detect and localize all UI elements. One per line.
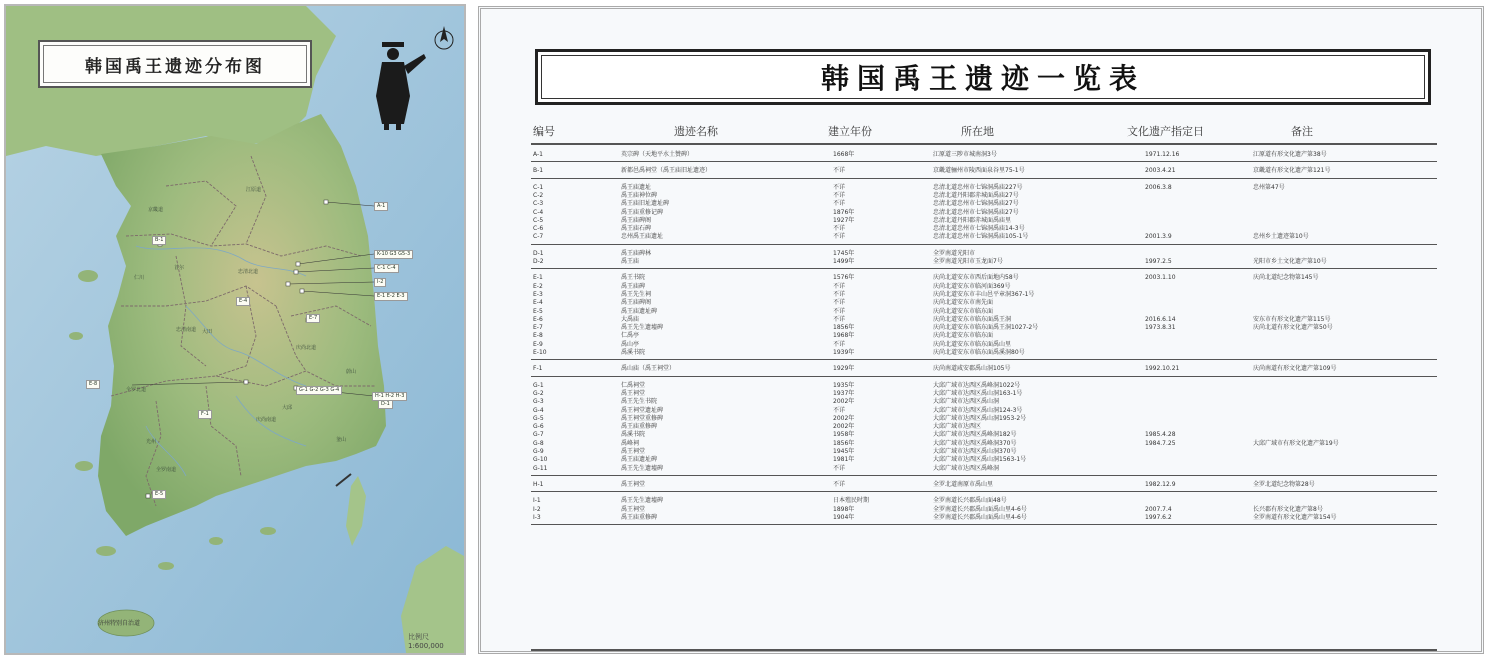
table-cell: 全罗南道光阳市 — [933, 249, 976, 257]
table-cell: 庆尚北道安东市临东面禹王洞 — [933, 315, 1012, 323]
map-title: 韩国禹王遗迹分布图 — [43, 45, 307, 83]
table-cell: 庆尚北道纪念物第145号 — [1253, 274, 1319, 282]
table-cell: C-7 — [533, 233, 544, 241]
table-cell: 忠州第47号 — [1253, 183, 1285, 191]
table-cell: 2002年 — [833, 423, 855, 431]
map-region-label: 庆尚北道 — [296, 345, 317, 351]
table-cell: I-2 — [533, 505, 541, 513]
korea-map — [6, 6, 464, 653]
table-cell: 1981年 — [833, 456, 855, 464]
map-region-label: 釜山 — [336, 437, 347, 443]
table-cell: 忠州乡土遗迹第10号 — [1253, 233, 1309, 241]
table-cell: 京畿道骊州市陵西面泉谷里75-1号 — [933, 167, 1025, 175]
map-region-label: 忠清南道 — [176, 327, 197, 333]
table-cell: 仁禹亭 — [621, 332, 640, 340]
table-cell: 不详 — [833, 307, 846, 315]
table-cell: E-6 — [533, 315, 543, 323]
table-cell: 京畿道有形文化遗产第121号 — [1253, 167, 1331, 175]
table-cell: 2016.6.14 — [1145, 315, 1176, 323]
table-cell: B-1 — [533, 167, 544, 175]
table-cell: 1935年 — [833, 381, 855, 389]
table-cell: 禹王先生遗墟碑 — [621, 324, 664, 332]
table-cell: 大邱广域市达西区禹山洞124-3号 — [933, 406, 1023, 414]
group-divider — [531, 376, 1437, 377]
header-rule — [531, 143, 1437, 145]
table-cell: 禹王庙旧址遗址碑 — [621, 200, 670, 208]
table-cell: 1856年 — [833, 439, 855, 447]
column-header-remarks: 备注 — [1291, 125, 1313, 138]
map-site-label: K-10 G3 G5-3 — [374, 250, 413, 259]
table-cell: 安东市有形文化遗产第115号 — [1253, 315, 1331, 323]
table-cell: 忠清北道忠州市七锦洞禹庙105-1号 — [933, 233, 1029, 241]
table-cell: E-4 — [533, 299, 543, 307]
table-cell: 庆尚北道安东市临东面 — [933, 332, 994, 340]
table-cell: 禹王庙碑阁 — [621, 299, 652, 307]
table-cell: 忠清北道忠州市七锦洞禹庙27号 — [933, 200, 1019, 208]
table-cell: C-6 — [533, 225, 544, 233]
group-divider — [531, 359, 1437, 360]
table-cell: 1939年 — [833, 349, 855, 356]
table-cell: 禹王先生遗墟碑 — [621, 464, 664, 472]
table-cell: 禹溪书院 — [621, 431, 646, 439]
table-cell: 禹王书院 — [621, 274, 646, 282]
table-cell: G-10 — [533, 456, 548, 464]
table-cell: 禹山亭 — [621, 340, 640, 348]
table-cell: C-4 — [533, 208, 544, 216]
table-cell: 全罗南道长兴郡禹山面禹山里4-6号 — [933, 513, 1027, 521]
table-cell: 禹王祠堂 — [621, 448, 646, 455]
table-cell: 英宗碑（天地平水土赞碑） — [621, 151, 694, 158]
table-cell: 庆尚北道安东市临河面369号 — [933, 282, 1011, 290]
island — [75, 461, 93, 471]
table-cell: 2002年 — [833, 398, 855, 406]
table-cell: E-1 — [533, 274, 543, 282]
table-cell: F-1 — [533, 365, 543, 373]
map-region-label: 首尔 — [174, 265, 185, 271]
table-cell: H-1 — [533, 480, 544, 488]
table-cell: 庆尚南道咸安郡禹山洞105号 — [933, 365, 1011, 373]
column-header-designation-date: 文化遗产指定日 — [1127, 125, 1204, 138]
map-site-label: D-1 — [378, 400, 393, 409]
map-region-label: 全罗北道 — [126, 387, 147, 393]
table-cell: C-3 — [533, 200, 544, 208]
island — [96, 546, 116, 556]
table-cell: 大邱广域市达西区禹山洞 — [933, 398, 1000, 406]
table-cell: 禹王庙重修记碑 — [621, 208, 664, 216]
jeju-label: 济州特别自治道 — [98, 620, 141, 627]
table-cell: 1958年 — [833, 431, 855, 439]
column-header-location: 所在地 — [961, 125, 994, 138]
table-cell: 新都邑禹祠堂（禹王庙旧址遗迹） — [621, 167, 712, 175]
map-site-label: E-4 — [236, 297, 250, 306]
map-region-label: 全罗南道 — [156, 467, 177, 473]
island — [78, 270, 98, 282]
table-cell: 大邱广域市达西区禹山洞163-1号 — [933, 389, 1023, 397]
table-cell: 禹王庙碑阁 — [621, 216, 652, 224]
map-region-label: 大田 — [202, 329, 213, 335]
map-title-box — [38, 40, 312, 88]
table-cell: E-9 — [533, 340, 543, 348]
table-cell: G-5 — [533, 414, 544, 422]
footer-rule — [531, 649, 1437, 651]
table-cell: 大邱广域市达西区禹峰洞182号 — [933, 431, 1017, 439]
island — [69, 332, 83, 340]
table-cell: 大邱广域市达西区禹峰洞1022号 — [933, 381, 1021, 389]
table-cell: 禹王先生书院 — [621, 398, 658, 406]
table-cell: G-1 — [533, 381, 544, 389]
map-site-label: G-1 G-2 G-3 G-4 — [296, 386, 342, 395]
group-divider — [531, 524, 1437, 525]
table-cell: 禹王祠堂 — [621, 389, 646, 397]
group-divider — [531, 268, 1437, 269]
table-cell: 1668年 — [833, 151, 855, 158]
table-cell: 1985.4.28 — [1145, 431, 1176, 439]
table-cell: 江原道有形文化遗产第38号 — [1253, 151, 1327, 158]
table-cell: 不详 — [833, 200, 846, 208]
group-divider — [531, 161, 1437, 162]
map-site-label: B-1 — [152, 236, 166, 245]
table-cell: 禹王庙 — [621, 258, 640, 265]
map-site-label: E-5 — [152, 490, 166, 499]
table-cell: 禹王祠堂 — [621, 505, 646, 513]
table-cell: 全罗北道纪念物第28号 — [1253, 480, 1315, 488]
table-cell: E-2 — [533, 282, 543, 290]
table-cell: I-3 — [533, 513, 541, 521]
table-cell: 1968年 — [833, 332, 855, 340]
table-cell: 禹溪书院 — [621, 349, 646, 356]
table-cell: 庆尚北道安东市临东面 — [933, 307, 994, 315]
table-cell: D-2 — [533, 258, 544, 265]
table-cell: 全罗南道长兴郡禹山面禹山里4-6号 — [933, 505, 1027, 513]
table-cell: A-1 — [533, 151, 543, 158]
map-region-label: 仁川 — [134, 275, 145, 281]
table-cell: 全罗南道长兴郡禹山面48号 — [933, 497, 1007, 505]
map-region-label: 庆尚南道 — [256, 417, 277, 423]
table-cell: 1499年 — [833, 258, 855, 265]
table-cell: 忠清北道忠州市七锦洞禹庙27号 — [933, 208, 1019, 216]
map-region-label: 蔚山 — [346, 369, 357, 375]
table-cell: 庆尚北道安东市南先面 — [933, 299, 994, 307]
table-cell: 大邱广域市达西区 — [933, 423, 982, 431]
table-cell: E-8 — [533, 332, 543, 340]
map-region-label: 光州 — [146, 439, 157, 445]
table-cell: 江原道三陟市城南洞3号 — [933, 151, 997, 158]
table-cell: 禹王庙神位碑 — [621, 191, 658, 199]
map-region-label: 京畿道 — [148, 207, 164, 213]
table-cell: 庆尚北道安东市临东面禹山里 — [933, 340, 1012, 348]
table-cell: 禹王祠堂 — [621, 480, 646, 488]
table-cell: 2003.4.21 — [1145, 167, 1176, 175]
table-cell: 禹王先生遗墟碑 — [621, 497, 664, 505]
map-region-label: 江原道 — [246, 187, 262, 193]
table-cell: 忠清北道忠州市七锦洞禹庙227号 — [933, 183, 1023, 191]
map-site-label: H-1 H-2 H-3 — [372, 392, 407, 401]
table-cell: 1992.10.21 — [1145, 365, 1180, 373]
table-cell: G-9 — [533, 448, 544, 455]
table-cell: 光阳市乡土文化遗产第10号 — [1253, 258, 1327, 265]
table-cell: 禹王庙碑 — [621, 282, 646, 290]
table-cell: 1904年 — [833, 513, 855, 521]
table-cell: 1945年 — [833, 448, 855, 455]
table-cell: 不详 — [833, 233, 846, 241]
table-cell: 2001.3.9 — [1145, 233, 1172, 241]
table-cell: 不详 — [833, 191, 846, 199]
map-site-label: C-1 C-4 — [374, 264, 399, 273]
table-cell: 不详 — [833, 315, 846, 323]
table-cell: 1982.12.9 — [1145, 480, 1176, 488]
map-site-label: E-8 — [86, 380, 100, 389]
table-cell: C-5 — [533, 216, 544, 224]
scale-label: 比例尺 1:600,000 — [408, 633, 444, 650]
table-cell: 大邱广域市有形文化遗产第19号 — [1253, 439, 1339, 447]
group-divider — [531, 475, 1437, 476]
table-cell: 2003.1.10 — [1145, 274, 1176, 282]
table-cell: 不详 — [833, 183, 846, 191]
column-header-name: 遗迹名称 — [674, 125, 718, 138]
column-header-id: 编号 — [533, 125, 555, 138]
table-cell: 全罗北道南原市禹山里 — [933, 480, 994, 488]
table-cell: E-10 — [533, 349, 547, 356]
table-cell: E-7 — [533, 324, 543, 332]
map-site-label: I-2 — [374, 278, 386, 287]
table-cell: 禹王庙遗址 — [621, 183, 652, 191]
table-cell: 仁禹祠堂 — [621, 381, 646, 389]
map-region-label: 大邱 — [282, 405, 293, 411]
table-cell: 1927年 — [833, 216, 855, 224]
table-cell: 庆尚南道有形文化遗产第109号 — [1253, 365, 1337, 373]
table-cell: D-1 — [533, 249, 544, 257]
table-cell: 大禹庙 — [621, 315, 640, 323]
table-cell: 不详 — [833, 290, 846, 298]
table-cell: 大邱广域市达西区禹峰洞370号 — [933, 439, 1017, 447]
table-cell: 日本殖民时期 — [833, 497, 870, 505]
group-divider — [531, 178, 1437, 179]
island — [158, 562, 174, 570]
table-cell: 禹王庙遗址碑 — [621, 456, 658, 464]
table-cell: 忠清北道丹阳郡赤城面禹庙27号 — [933, 191, 1019, 199]
table-cell: 忠州禹王庙遗址 — [621, 233, 664, 241]
map-site-label: E-7 — [306, 314, 320, 323]
table-cell: 禹王庙碑林 — [621, 249, 652, 257]
table-cell: 庆尚北道安东市西后面地内58号 — [933, 274, 1019, 282]
table-cell: G-4 — [533, 406, 544, 414]
table-cell: 1937年 — [833, 389, 855, 397]
table-cell: 1576年 — [833, 274, 855, 282]
table-cell: E-3 — [533, 290, 543, 298]
table-cell: G-8 — [533, 439, 544, 447]
table-cell: 1973.8.31 — [1145, 324, 1176, 332]
table-cell: 不详 — [833, 167, 846, 175]
table-cell: 长兴郡有形文化遗产第8号 — [1253, 505, 1323, 513]
map-site-label: E-1 E-2 E-3 — [374, 292, 408, 301]
group-divider — [531, 244, 1437, 245]
column-header-year: 建立年份 — [828, 125, 872, 138]
table-cell: 大邱广域市达西区禹山洞1953-2号 — [933, 414, 1027, 422]
table-cell: 1856年 — [833, 324, 855, 332]
table-cell: 不详 — [833, 340, 846, 348]
table-cell: 1898年 — [833, 505, 855, 513]
table-cell: G-3 — [533, 398, 544, 406]
table-cell: 全罗南道光阳市玉龙面7号 — [933, 258, 1003, 265]
table-cell: 不详 — [833, 299, 846, 307]
table-cell: 禹王先生祠 — [621, 290, 652, 298]
group-divider — [531, 491, 1437, 492]
table-cell: 1997.6.2 — [1145, 513, 1172, 521]
table-cell: 1997.2.5 — [1145, 258, 1172, 265]
table-cell: C-2 — [533, 191, 544, 199]
table-cell: G-11 — [533, 464, 548, 472]
table-cell: 全罗南道有形文化遗产第154号 — [1253, 513, 1337, 521]
table-cell: G-2 — [533, 389, 544, 397]
map-panel — [4, 4, 466, 655]
table-cell: 大邱广域市达西区禹山洞1563-1号 — [933, 456, 1027, 464]
table-cell: C-1 — [533, 183, 544, 191]
table-cell: 禹王庙遗址碑 — [621, 307, 658, 315]
table-panel — [478, 6, 1484, 654]
table-cell: 禹山庙（禹王祠堂） — [621, 365, 676, 373]
table-cell: 1929年 — [833, 365, 855, 373]
table-cell: 不详 — [833, 406, 846, 414]
table-cell: 1876年 — [833, 208, 855, 216]
island — [209, 537, 223, 545]
table-cell: 禹王庙重修碑 — [621, 423, 658, 431]
table-cell: G-6 — [533, 423, 544, 431]
table-cell: 禹王祠堂重修碑 — [621, 414, 664, 422]
table-title-box — [535, 49, 1431, 105]
map-site-label: F-1 — [198, 410, 212, 419]
table-cell: 不详 — [833, 464, 846, 472]
table-cell: 大邱广域市达西区禹峰洞 — [933, 464, 1000, 472]
table-cell: 忠清北道忠州市七锦洞禹庙14-3号 — [933, 225, 1025, 233]
table-title: 韩国禹王遗迹一览表 — [541, 55, 1425, 99]
table-cell: 禹王庙石碑 — [621, 225, 652, 233]
table-cell: I-1 — [533, 497, 541, 505]
table-cell: G-7 — [533, 431, 544, 439]
table-cell: 庆尚北道安东市临东面禹溪洞80号 — [933, 349, 1025, 356]
table-cell: 禹王祠堂遗址碑 — [621, 406, 664, 414]
table-cell: 2007.7.4 — [1145, 505, 1172, 513]
table-cell: 大邱广域市达西区禹山洞370号 — [933, 448, 1017, 455]
table-cell: 庆尚北道安东市临东面禹王洞1027-2号 — [933, 324, 1039, 332]
table-cell: 不详 — [833, 282, 846, 290]
table-cell: 庆尚北道有形文化遗产第50号 — [1253, 324, 1333, 332]
island — [260, 527, 276, 535]
table-cell: 庆尚北道安东市丰山邑平章洞367-1号 — [933, 290, 1035, 298]
table-cell: 2006.3.8 — [1145, 183, 1172, 191]
table-cell: 禹峰祠 — [621, 439, 640, 447]
table-cell: 不详 — [833, 480, 846, 488]
table-cell: 2002年 — [833, 414, 855, 422]
table-cell: 忠清北道丹阳郡赤城面禹庙里 — [933, 216, 1012, 224]
table-cell: 不详 — [833, 225, 846, 233]
table-cell: 1745年 — [833, 249, 855, 257]
map-site-label: A-1 — [374, 202, 388, 211]
table-cell: 1971.12.16 — [1145, 151, 1180, 158]
table-cell: 禹王庙重修碑 — [621, 513, 658, 521]
table-cell: 1984.7.25 — [1145, 439, 1176, 447]
table-cell: E-5 — [533, 307, 543, 315]
map-region-label: 忠清北道 — [238, 269, 259, 275]
